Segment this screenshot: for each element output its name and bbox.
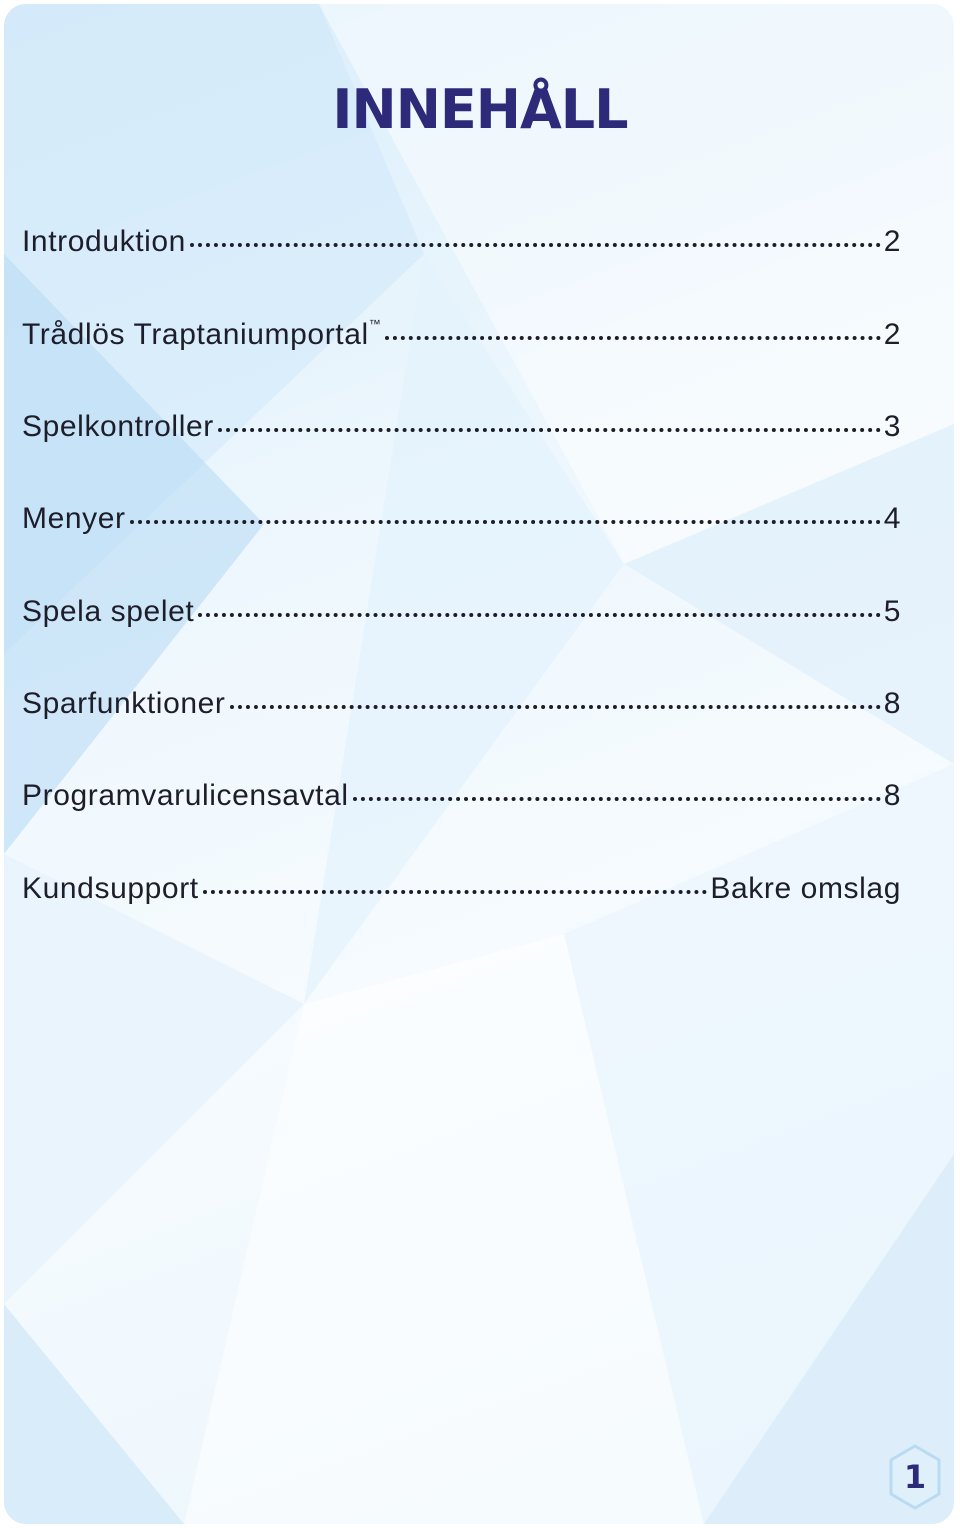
toc-leader-dots (230, 705, 881, 709)
toc-entry-spelkontroller (22, 410, 901, 502)
toc-entry-label: Spelkontroller (22, 409, 214, 443)
toc-entry-introduktion (22, 225, 901, 317)
toc-leader-dots (353, 797, 881, 801)
toc-entry-page: 5 (883, 594, 901, 628)
toc-entry-page: 3 (883, 409, 901, 443)
page-number: 1 (903, 1458, 927, 1496)
toc-leader-dots (198, 613, 880, 617)
toc-entry-page: 8 (883, 779, 901, 813)
toc-entry-label: Spela spelet (22, 594, 195, 628)
toc-entry-label: Introduktion (22, 225, 186, 258)
toc-entry-tradlos-traptaniumportal (22, 317, 901, 409)
toc-entry-label: Sparfunktioner (22, 686, 226, 720)
toc-entry-menyer (22, 502, 901, 594)
toc-entry-spela-spelet (22, 595, 901, 687)
toc-entry-kundsupport (22, 872, 901, 964)
toc-entry-page: Bakre omslag (710, 871, 901, 905)
table-of-contents (22, 225, 901, 964)
toc-entry-page: 2 (883, 318, 901, 352)
toc-leader-dots (218, 428, 881, 432)
toc-leader-dots (130, 520, 881, 524)
toc-entry-page: 8 (883, 686, 901, 720)
toc-entry-programvarulicensavtal (22, 779, 901, 871)
trademark-symbol: ™ (368, 317, 381, 332)
toc-leader-dots (203, 890, 708, 894)
toc-entry-page: 4 (883, 502, 901, 536)
toc-entry-label: Programvarulicensavtal (22, 779, 349, 813)
toc-entry-label: Menyer (22, 502, 126, 536)
toc-entry-page: 2 (883, 225, 901, 258)
toc-leader-dots (190, 243, 881, 247)
toc-leader-dots (385, 336, 881, 340)
toc-entry-label: Kundsupport (22, 871, 199, 905)
toc-entry-label: Trådlös Traptaniumportal™ (22, 317, 381, 352)
page-title: INNEHÅLL (332, 78, 628, 141)
toc-entry-sparfunktioner (22, 687, 901, 779)
